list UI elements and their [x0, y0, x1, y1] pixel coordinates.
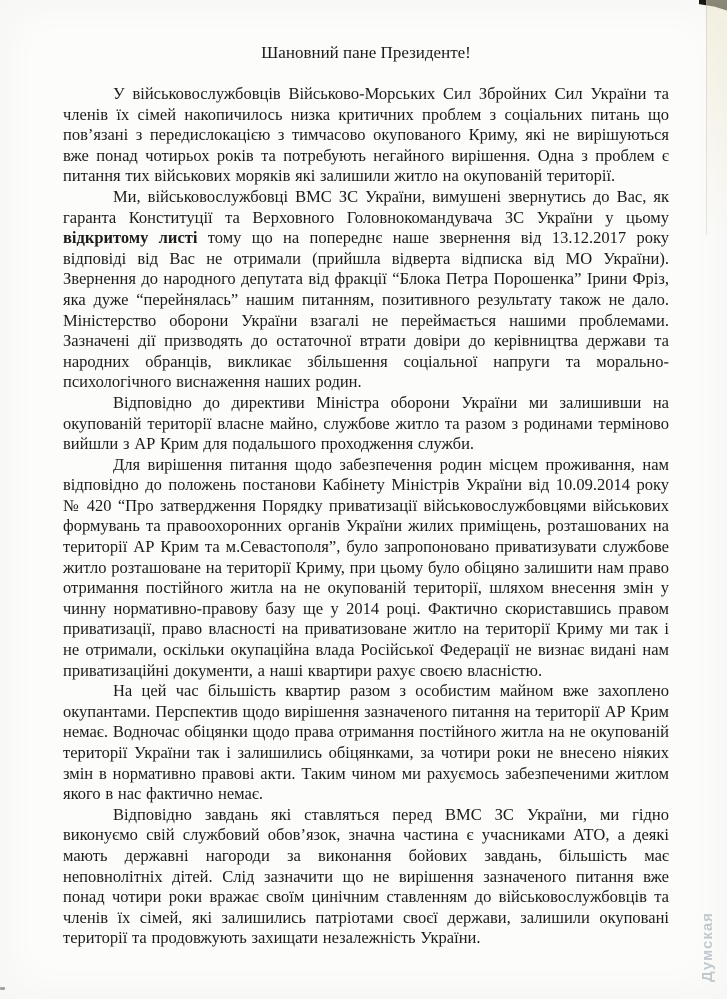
paragraph-seized-apartments: На цей час більшість квартир разом з особистим майном вже захоплено окупантами. Перспектив щодо вирішення зазначеного питання на території АР Крим немає. Водночас обіцянки щодо права отримання постійного житла на не окупованій території України так і залишились обіцянками, за чотири роки не внесено ніяких змін в нормативно правові акти. Таким чином ми рахуємось забезпеченими житлом якого в нас фактично немає.	[63, 681, 669, 804]
paragraph-open-letter	[63, 187, 669, 393]
watermark-dumskaya: Думская	[699, 912, 716, 982]
salutation-heading: Шановний пане Президенте!	[261, 43, 471, 62]
paragraph-privatization: Для вирішення питання щодо забезпечення родин місцем проживання, нам відповідно до положень постанови Кабінету Міністрів України від 10.09.2014 року № 420 “Про затвердження Порядку приватизації військовослужбовцями військових формувань та правоохоронних органів України жилих приміщень, розташованих на території АР Крим та м.Севастополя”, було запропоновано приватизувати службове житло розташоване на території Криму, при цьому було обіцяно залишити нам право отримання постійного житла на не окупованій території, шляхом внесення змін у чинну нормативно-правову базу ще у 2014 році. Фактично скориставшись правом приватизації, право власності на приватизоване житло на території Криму ми так і не отримали, оскільки окупаційна влада Російської Федерації не визнає видані нам приватизаційні документи, а наші квартири рахує своєю власністю.	[63, 454, 669, 680]
paragraph-intro-problems: У військовослужбовців Військово-Морських Сил Збройних Сил України та членів їх сімей накопичилось низка критичних проблем з соціальних питань що пов’язані з передислокацією з тимчасово окупованого Криму, які не вирішуються вже понад чотирьох років та потребують негайного вирішення. Одна з проблем є питання тих військових моряків які залишили житло на окупованій території.	[63, 84, 669, 186]
paragraph-directive: Відповідно до директиви Міністра оборони України ми залишивши на окупованій території власне майно, службове житло та разом з родинами терміново вийшли з АР Крим для подальшого проходження служби.	[63, 392, 669, 454]
paragraph-open-letter-bold: відкритому листі	[63, 228, 198, 248]
paragraph-service-duty: Відповідно завдань які ставляться перед ВМС ЗС України, ми гідно виконуємо свій службовий обов’язок, значна частина є учасниками АТО, а деякі мають державні нагороди за виконання бойових завдань, більшість має неповнолітніх дітей. Слід зазначити що не вирішення зазначеного питання вже понад чотири роки вражає своїм цинічним ставленням до військовослужбовців та членів їх сімей, які залишились патріотами своєї держави, залишили окуповані території та продовжують захищати незалежність України.	[63, 804, 669, 948]
scan-artifact-bottom-left-speck	[0, 987, 5, 990]
paragraph-open-letter-post: тому що на попереднє наше звернення від 13.12.2017 року відповіді від Вас не отримали (прийшла відверта відписка від МО України). Звернення до народного депутата від фракції “Блока Петра Порошенка” Ірини Фріз, яка дуже “перейнялась” нашим питанням, позитивного результату також не дало. Міністерство оборони України взагалі не переймається нашими проблемами. Зазначені дії призводять до остаточної втрати довіри до керівництва держави та народних обранців, викликає збільшення соціальної напруги та морально-психологічного виснаження наших родин.	[63, 228, 669, 392]
letter-body	[63, 42, 669, 949]
scan-artifact-right-edge-shadow	[706, 0, 727, 235]
paragraph-open-letter-pre: Ми, військовослужбовці ВМС ЗС України, вимушені звернутись до Вас, як гаранта Конституції та Верховного Головнокомандувача ЗС України у цьому	[63, 186, 669, 227]
